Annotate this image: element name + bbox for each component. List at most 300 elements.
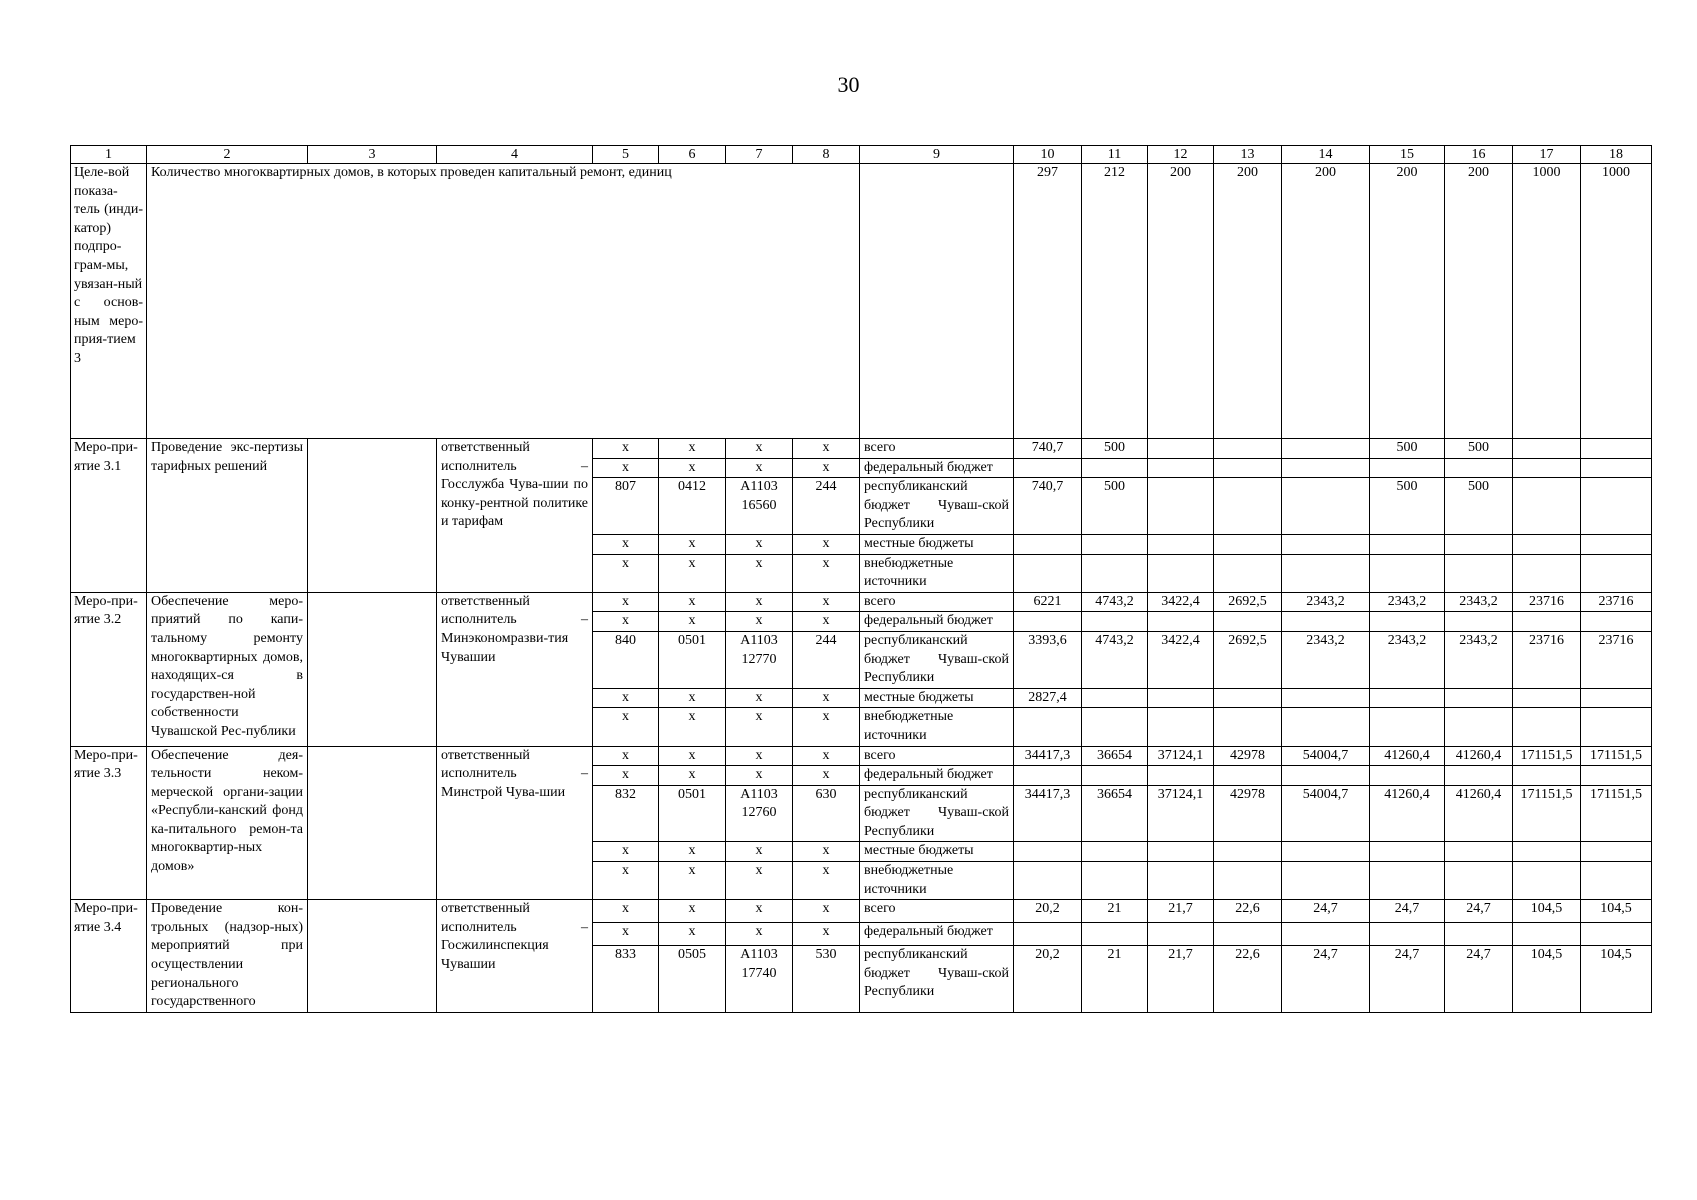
budget-code-csr: х [726, 923, 793, 946]
budget-code-rz: х [659, 534, 726, 554]
activity-executor: ответственный исполнитель – Госжилинспекция Чувашии [437, 900, 593, 1013]
funding-value: 2692,5 [1214, 592, 1282, 612]
funding-value [1445, 923, 1513, 946]
budget-code-gr: х [593, 554, 659, 592]
budget-code-csr: х [726, 900, 793, 923]
funding-value [1014, 708, 1082, 746]
budget-code-csr: х [726, 842, 793, 862]
budget-code-vr: х [793, 923, 860, 946]
budget-code-gr: х [593, 862, 659, 900]
funding-value [1014, 554, 1082, 592]
column-number: 12 [1148, 146, 1214, 164]
funding-value [1148, 534, 1214, 554]
funding-value [1148, 439, 1214, 459]
budget-code-gr: х [593, 439, 659, 459]
indicator-value: 200 [1214, 164, 1282, 439]
funding-value [1082, 708, 1148, 746]
funding-value [1370, 458, 1445, 478]
funding-value: 2343,2 [1282, 592, 1370, 612]
indicator-value: 212 [1082, 164, 1148, 439]
budget-code-csr: х [726, 439, 793, 459]
budget-code-csr: х [726, 688, 793, 708]
budget-code-csr: х [726, 554, 793, 592]
column-number: 7 [726, 146, 793, 164]
budget-code-gr: х [593, 458, 659, 478]
funding-value [1445, 534, 1513, 554]
funding-value: 500 [1445, 439, 1513, 459]
funding-value [1581, 439, 1652, 459]
budget-code-csr: х [726, 862, 793, 900]
column-number: 4 [437, 146, 593, 164]
funding-source: всего [860, 746, 1014, 766]
funding-value [1282, 766, 1370, 786]
budget-code-gr: х [593, 842, 659, 862]
funding-value [1082, 862, 1148, 900]
funding-value [1282, 923, 1370, 946]
funding-value [1214, 458, 1282, 478]
table-row [71, 439, 1652, 459]
budget-code-gr: х [593, 592, 659, 612]
budget-code-gr: х [593, 766, 659, 786]
funding-value [1513, 458, 1581, 478]
activity-name: Проведение кон-трольных (надзор-ных) мероприятий при осуществлении регионального государственного [147, 900, 308, 1013]
funding-value [1148, 612, 1214, 632]
budget-code-rz: х [659, 766, 726, 786]
funding-value: 740,7 [1014, 478, 1082, 535]
column-number: 6 [659, 146, 726, 164]
funding-value: 36654 [1082, 785, 1148, 842]
funding-value: 20,2 [1014, 900, 1082, 923]
budget-code-csr: х [726, 592, 793, 612]
funding-value [1513, 923, 1581, 946]
funding-value [1445, 612, 1513, 632]
table-body [71, 146, 1652, 1013]
funding-value [1082, 554, 1148, 592]
funding-value: 104,5 [1513, 900, 1581, 923]
funding-value: 23716 [1581, 631, 1652, 688]
funding-value [1581, 923, 1652, 946]
funding-value: 24,7 [1282, 900, 1370, 923]
funding-source: местные бюджеты [860, 842, 1014, 862]
activity-executor: ответственный исполнитель – Минстрой Чува-шии [437, 746, 593, 900]
funding-value [1148, 766, 1214, 786]
activity-label: Меро-при-ятие 3.4 [71, 900, 147, 1013]
funding-value [1282, 478, 1370, 535]
funding-value: 36654 [1082, 746, 1148, 766]
funding-source: республиканский бюджет Чуваш-ской Республики [860, 631, 1014, 688]
budget-code-rz: х [659, 612, 726, 632]
indicator-value: 1000 [1513, 164, 1581, 439]
funding-value: 2343,2 [1445, 592, 1513, 612]
funding-value: 24,7 [1370, 946, 1445, 1013]
activity-name: Проведение экс-пертизы тарифных решений [147, 439, 308, 593]
funding-value [1513, 862, 1581, 900]
funding-source: федеральный бюджет [860, 458, 1014, 478]
funding-value [1581, 688, 1652, 708]
funding-value [1014, 612, 1082, 632]
funding-value [1148, 554, 1214, 592]
funding-value: 4743,2 [1082, 592, 1148, 612]
funding-value: 3422,4 [1148, 592, 1214, 612]
budget-code-csr: А1103 12760 [726, 785, 793, 842]
funding-value [1082, 766, 1148, 786]
activity-executor: ответственный исполнитель – Госслужба Чува-шии по конку-рентной политике и тарифам [437, 439, 593, 593]
funding-value [1148, 923, 1214, 946]
budget-code-vr: х [793, 612, 860, 632]
funding-value [1082, 688, 1148, 708]
budget-code-gr: х [593, 746, 659, 766]
funding-value [1214, 478, 1282, 535]
funding-value: 4743,2 [1082, 631, 1148, 688]
budget-code-gr: х [593, 534, 659, 554]
budget-code-csr: х [726, 746, 793, 766]
budget-code-vr: х [793, 766, 860, 786]
funding-value [1148, 478, 1214, 535]
funding-value [1014, 458, 1082, 478]
budget-code-vr: х [793, 842, 860, 862]
activity-col3 [308, 439, 437, 593]
funding-value: 24,7 [1445, 900, 1513, 923]
funding-value [1148, 688, 1214, 708]
funding-value [1082, 923, 1148, 946]
table-row [71, 900, 1652, 923]
funding-value [1513, 439, 1581, 459]
funding-value [1282, 688, 1370, 708]
funding-value: 41260,4 [1445, 746, 1513, 766]
funding-value [1370, 708, 1445, 746]
funding-value: 171151,5 [1513, 785, 1581, 842]
budget-code-csr: А1103 16560 [726, 478, 793, 535]
funding-value [1214, 766, 1282, 786]
funding-value [1445, 842, 1513, 862]
indicator-row [71, 164, 1652, 439]
budget-code-vr: 630 [793, 785, 860, 842]
budget-code-gr: х [593, 900, 659, 923]
activity-name: Обеспечение меро-приятий по капи-тальному ремонту многоквартирных домов, находящих-ся в государствен-ной собственности Чувашской Рес-публики [147, 592, 308, 746]
funding-value [1513, 554, 1581, 592]
budget-code-rz: х [659, 439, 726, 459]
funding-source: всего [860, 592, 1014, 612]
budget-code-vr: 244 [793, 631, 860, 688]
column-number: 10 [1014, 146, 1082, 164]
budget-code-vr: х [793, 862, 860, 900]
budget-code-gr: х [593, 612, 659, 632]
funding-value: 41260,4 [1370, 746, 1445, 766]
budget-code-rz: х [659, 842, 726, 862]
funding-value [1445, 766, 1513, 786]
funding-source: внебюджетные источники [860, 554, 1014, 592]
program-table [70, 145, 1652, 1013]
funding-value [1513, 612, 1581, 632]
funding-value: 104,5 [1581, 946, 1652, 1013]
funding-value [1370, 534, 1445, 554]
budget-code-vr: х [793, 708, 860, 746]
funding-value [1214, 842, 1282, 862]
column-number: 13 [1214, 146, 1282, 164]
budget-code-vr: 244 [793, 478, 860, 535]
funding-value: 104,5 [1513, 946, 1581, 1013]
funding-value: 24,7 [1370, 900, 1445, 923]
funding-value: 2343,2 [1282, 631, 1370, 688]
header-row [71, 146, 1652, 164]
column-number: 11 [1082, 146, 1148, 164]
funding-value [1148, 842, 1214, 862]
funding-value [1445, 688, 1513, 708]
funding-value [1282, 554, 1370, 592]
funding-value [1282, 842, 1370, 862]
funding-value [1148, 708, 1214, 746]
funding-value: 42978 [1214, 785, 1282, 842]
funding-value [1082, 612, 1148, 632]
funding-source: местные бюджеты [860, 534, 1014, 554]
funding-value [1014, 842, 1082, 862]
budget-code-rz: х [659, 458, 726, 478]
indicator-value: 200 [1282, 164, 1370, 439]
column-number: 8 [793, 146, 860, 164]
funding-value [1282, 612, 1370, 632]
column-number: 17 [1513, 146, 1581, 164]
budget-code-gr: 832 [593, 785, 659, 842]
funding-value: 22,6 [1214, 900, 1282, 923]
indicator-value: 200 [1148, 164, 1214, 439]
funding-value: 23716 [1581, 592, 1652, 612]
budget-code-rz: х [659, 862, 726, 900]
budget-code-csr: х [726, 766, 793, 786]
funding-value: 3422,4 [1148, 631, 1214, 688]
budget-code-gr: 840 [593, 631, 659, 688]
budget-code-csr: х [726, 534, 793, 554]
indicator-value: 200 [1370, 164, 1445, 439]
funding-source: федеральный бюджет [860, 612, 1014, 632]
funding-source: федеральный бюджет [860, 766, 1014, 786]
funding-value: 37124,1 [1148, 746, 1214, 766]
indicator-label: Целе-вой показа-тель (инди-катор) подпро-грам-мы, увязан-ный с основ-ным меро-прия-тием 3 [71, 164, 147, 439]
funding-value [1282, 708, 1370, 746]
funding-value: 20,2 [1014, 946, 1082, 1013]
budget-code-csr: х [726, 612, 793, 632]
budget-code-vr: х [793, 746, 860, 766]
funding-value: 6221 [1014, 592, 1082, 612]
column-number: 16 [1445, 146, 1513, 164]
funding-value: 500 [1082, 439, 1148, 459]
funding-value [1014, 534, 1082, 554]
funding-value: 500 [1445, 478, 1513, 535]
funding-value [1282, 862, 1370, 900]
funding-value [1513, 534, 1581, 554]
funding-value [1214, 554, 1282, 592]
funding-value [1445, 554, 1513, 592]
funding-value [1014, 923, 1082, 946]
budget-code-csr: А1103 12770 [726, 631, 793, 688]
budget-code-csr: х [726, 708, 793, 746]
funding-value: 171151,5 [1581, 785, 1652, 842]
budget-code-vr: х [793, 900, 860, 923]
budget-code-rz: х [659, 554, 726, 592]
funding-value: 2343,2 [1370, 631, 1445, 688]
activity-label: Меро-при-ятие 3.3 [71, 746, 147, 900]
funding-value: 34417,3 [1014, 785, 1082, 842]
funding-value [1513, 478, 1581, 535]
funding-value: 171151,5 [1581, 746, 1652, 766]
funding-value: 42978 [1214, 746, 1282, 766]
funding-source: республиканский бюджет Чуваш-ской Республики [860, 946, 1014, 1013]
funding-value [1014, 766, 1082, 786]
activity-col3 [308, 592, 437, 746]
empty-cell [860, 164, 1014, 439]
funding-value: 54004,7 [1282, 746, 1370, 766]
funding-value: 500 [1370, 478, 1445, 535]
budget-code-rz: х [659, 688, 726, 708]
budget-code-csr: А1103 17740 [726, 946, 793, 1013]
funding-value [1581, 766, 1652, 786]
activity-name: Обеспечение дея-тельности неком-мерческой органи-зации «Республи-канский фонд ка-питального ремон-та многоквартир-ных домов» [147, 746, 308, 900]
budget-code-gr: х [593, 923, 659, 946]
indicator-value: 1000 [1581, 164, 1652, 439]
funding-source: всего [860, 439, 1014, 459]
funding-value: 2343,2 [1445, 631, 1513, 688]
column-number: 15 [1370, 146, 1445, 164]
funding-value [1214, 862, 1282, 900]
budget-code-gr: 807 [593, 478, 659, 535]
activity-executor: ответственный исполнитель – Минэкономразви-тия Чувашии [437, 592, 593, 746]
funding-value: 41260,4 [1370, 785, 1445, 842]
funding-value [1581, 612, 1652, 632]
budget-code-vr: х [793, 439, 860, 459]
column-number: 2 [147, 146, 308, 164]
funding-value [1214, 688, 1282, 708]
funding-value [1513, 766, 1581, 786]
budget-code-gr: х [593, 688, 659, 708]
budget-code-rz: х [659, 923, 726, 946]
budget-code-gr: 833 [593, 946, 659, 1013]
funding-value [1445, 862, 1513, 900]
funding-value: 54004,7 [1282, 785, 1370, 842]
column-number: 9 [860, 146, 1014, 164]
funding-source: внебюджетные источники [860, 862, 1014, 900]
funding-value: 41260,4 [1445, 785, 1513, 842]
budget-code-vr: х [793, 688, 860, 708]
budget-code-vr: 530 [793, 946, 860, 1013]
funding-value [1082, 842, 1148, 862]
activity-col3 [308, 746, 437, 900]
funding-value [1581, 554, 1652, 592]
funding-value [1370, 554, 1445, 592]
funding-value: 2827,4 [1014, 688, 1082, 708]
funding-value: 500 [1370, 439, 1445, 459]
funding-value: 24,7 [1282, 946, 1370, 1013]
funding-value [1581, 458, 1652, 478]
funding-value [1445, 708, 1513, 746]
funding-value: 21,7 [1148, 946, 1214, 1013]
budget-code-rz: 0501 [659, 631, 726, 688]
funding-value: 171151,5 [1513, 746, 1581, 766]
funding-source: республиканский бюджет Чуваш-ской Республики [860, 478, 1014, 535]
funding-value [1214, 534, 1282, 554]
budget-code-vr: х [793, 458, 860, 478]
budget-code-rz: х [659, 592, 726, 612]
budget-code-rz: 0412 [659, 478, 726, 535]
budget-code-rz: х [659, 708, 726, 746]
funding-value [1581, 862, 1652, 900]
funding-source: республиканский бюджет Чуваш-ской Республики [860, 785, 1014, 842]
funding-value: 23716 [1513, 631, 1581, 688]
funding-value [1581, 534, 1652, 554]
indicator-value: 297 [1014, 164, 1082, 439]
funding-value [1148, 862, 1214, 900]
indicator-description: Количество многоквартирных домов, в которых проведен капитальный ремонт, единиц [147, 164, 860, 439]
funding-value: 37124,1 [1148, 785, 1214, 842]
funding-value [1370, 766, 1445, 786]
column-number: 5 [593, 146, 659, 164]
funding-value: 23716 [1513, 592, 1581, 612]
page-number: 30 [837, 72, 860, 97]
budget-code-rz: 0505 [659, 946, 726, 1013]
funding-value [1370, 612, 1445, 632]
funding-value: 34417,3 [1014, 746, 1082, 766]
funding-source: внебюджетные источники [860, 708, 1014, 746]
budget-code-rz: х [659, 900, 726, 923]
funding-value [1282, 439, 1370, 459]
funding-value [1370, 923, 1445, 946]
budget-code-csr: х [726, 458, 793, 478]
funding-value [1148, 458, 1214, 478]
budget-code-vr: х [793, 534, 860, 554]
funding-value [1214, 439, 1282, 459]
funding-value [1014, 862, 1082, 900]
funding-value [1282, 458, 1370, 478]
funding-value [1581, 842, 1652, 862]
funding-value: 2343,2 [1370, 592, 1445, 612]
budget-code-rz: х [659, 746, 726, 766]
funding-value [1370, 842, 1445, 862]
funding-value: 3393,6 [1014, 631, 1082, 688]
funding-value [1581, 708, 1652, 746]
funding-value [1082, 534, 1148, 554]
activity-col3 [308, 900, 437, 1013]
funding-value [1282, 534, 1370, 554]
funding-value: 500 [1082, 478, 1148, 535]
funding-value [1370, 862, 1445, 900]
funding-value: 21 [1082, 900, 1148, 923]
funding-value: 740,7 [1014, 439, 1082, 459]
funding-value [1214, 923, 1282, 946]
funding-value: 22,6 [1214, 946, 1282, 1013]
funding-value: 21,7 [1148, 900, 1214, 923]
column-number: 1 [71, 146, 147, 164]
budget-code-gr: х [593, 708, 659, 746]
funding-value [1513, 842, 1581, 862]
column-number: 14 [1282, 146, 1370, 164]
funding-value: 24,7 [1445, 946, 1513, 1013]
activity-label: Меро-при-ятие 3.1 [71, 439, 147, 593]
funding-value [1513, 708, 1581, 746]
column-number: 18 [1581, 146, 1652, 164]
funding-value [1581, 478, 1652, 535]
funding-value [1214, 612, 1282, 632]
table-row [71, 746, 1652, 766]
budget-code-vr: х [793, 554, 860, 592]
activity-label: Меро-при-ятие 3.2 [71, 592, 147, 746]
funding-value: 21 [1082, 946, 1148, 1013]
funding-value: 2692,5 [1214, 631, 1282, 688]
column-number: 3 [308, 146, 437, 164]
funding-value [1082, 458, 1148, 478]
budget-code-vr: х [793, 592, 860, 612]
funding-value [1445, 458, 1513, 478]
funding-value [1214, 708, 1282, 746]
indicator-value: 200 [1445, 164, 1513, 439]
funding-value: 104,5 [1581, 900, 1652, 923]
